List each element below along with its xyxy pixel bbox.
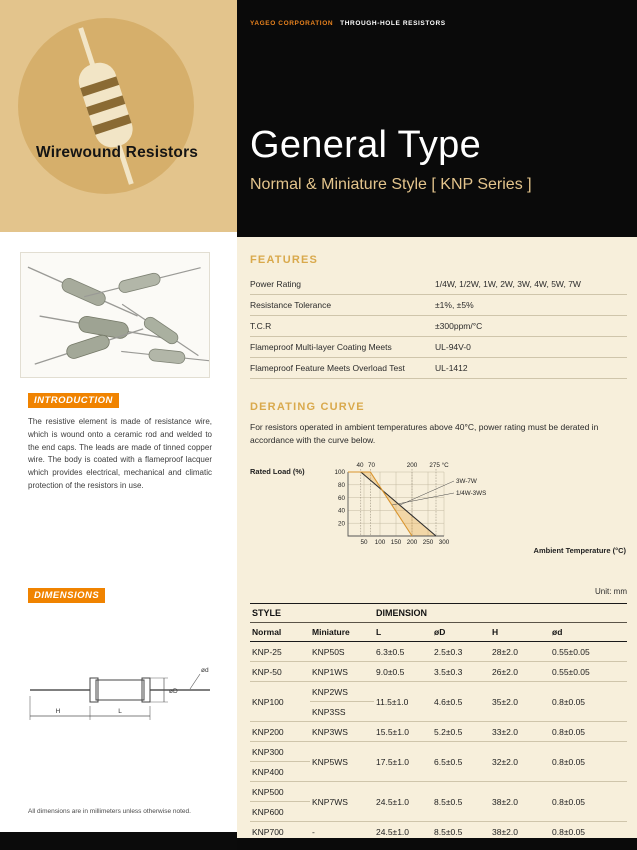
x-tick: 100 [374, 539, 386, 546]
table-row [250, 274, 627, 295]
col-header-L: L [374, 623, 432, 642]
feature-value: ±1%, ±5% [435, 295, 627, 316]
cell-miniature: KNP3WS [310, 722, 374, 742]
table-header-row [250, 604, 627, 623]
features-table [250, 274, 627, 379]
cell-normal: KNP500 [250, 782, 310, 802]
cell-normal: KNP400 [250, 762, 310, 782]
cell-L: 11.5±1.0 [374, 682, 432, 722]
cell-H: 32±2.0 [490, 742, 550, 782]
cell-od: 0.55±0.05 [550, 642, 627, 662]
cell-oD: 2.5±0.3 [432, 642, 490, 662]
category-title: Wirewound Resistors [36, 144, 199, 161]
x-tick: 200 [406, 539, 418, 546]
col-header-normal: Normal [250, 623, 310, 642]
cell-H: 38±2.0 [490, 782, 550, 822]
y-tick: 40 [337, 507, 345, 515]
right-footer-bar [237, 838, 637, 850]
cell-L: 6.3±0.5 [374, 642, 432, 662]
brand-name: YAGEO CORPORATION [250, 20, 334, 27]
dimensions-table [250, 603, 627, 842]
cell-H: 33±2.0 [490, 722, 550, 742]
left-header-panel [0, 0, 237, 232]
chart-ylabel: Rated Load (%) [250, 467, 305, 476]
table-row [250, 316, 627, 337]
cell-od: 0.8±0.05 [550, 682, 627, 722]
cell-miniature: KNP5WS [310, 742, 374, 782]
y-tick: 80 [337, 482, 345, 489]
col-header-H: H [490, 623, 550, 642]
cell-L: 15.5±1.0 [374, 722, 432, 742]
dimensions-heading: DIMENSIONS [28, 588, 105, 603]
feature-label: Flameproof Feature Meets Overload Test [250, 358, 435, 379]
cell-L: 17.5±1.0 [374, 742, 432, 782]
feature-label: T.C.R [250, 316, 435, 337]
table-row [250, 295, 627, 316]
chart-xlabel: Ambient Temperature (°C) [533, 546, 626, 555]
feature-value: 1/4W, 1/2W, 1W, 2W, 3W, 4W, 5W, 7W [435, 274, 627, 295]
derating-description: For resistors operated in ambient temperatures above 40°C, power rating must be derated in accordance with the curve below. [250, 422, 599, 446]
col-header-od: ød [550, 623, 627, 642]
cell-oD: 4.6±0.5 [432, 682, 490, 722]
feature-label: Resistance Tolerance [250, 295, 435, 316]
table-row [250, 722, 627, 742]
document-type: THROUGH-HOLE RESISTORS [340, 20, 446, 27]
cell-normal: KNP700 [250, 822, 310, 842]
table-row [250, 337, 627, 358]
cell-L: 24.5±1.0 [374, 822, 432, 842]
page-title: General Type [250, 124, 482, 166]
y-tick: 20 [337, 520, 345, 528]
cell-H: 28±2.0 [490, 642, 550, 662]
cell-normal: KNP-25 [250, 642, 310, 662]
cell-normal: KNP600 [250, 802, 310, 822]
x-tick: 150 [390, 539, 402, 546]
unit-note: Unit: mm [595, 587, 627, 596]
table-row [250, 742, 627, 762]
drawing-label-L: L [118, 708, 122, 715]
x-tick: 300 [438, 539, 450, 546]
introduction-text: The resistive element is made of resistance wire, which is wound onto a ceramic rod and welded to the end caps. The leads are made of tinned copper wire. The body is coated with a flameproof lacquer which provides electrical, mechanical and climatic protection of the resistors in use. [28, 417, 212, 490]
left-footnote: All dimensions are in millimeters unless otherwise noted. [28, 808, 191, 815]
drawing-label-H: H [55, 708, 61, 715]
derating-chart [250, 458, 627, 560]
table-row [250, 358, 627, 379]
cell-L: 9.0±0.5 [374, 662, 432, 682]
cell-H: 35±2.0 [490, 682, 550, 722]
cell-H: 26±2.0 [490, 662, 550, 682]
page-subtitle: Normal & Miniature Style [ KNP Series ] [250, 176, 532, 193]
feature-value: ±300ppm/°C [435, 316, 627, 337]
table-row [250, 642, 627, 662]
cell-normal: KNP-50 [250, 662, 310, 682]
cell-od: 0.55±0.05 [550, 662, 627, 682]
table-header-row [250, 623, 627, 642]
chart-annotation: 40 [356, 462, 364, 469]
page-header [237, 0, 637, 237]
cell-miniature: KNP1WS [310, 662, 374, 682]
cell-miniature: KNP3SS [310, 702, 374, 722]
cell-miniature: KNP7WS [310, 782, 374, 822]
cell-miniature: - [310, 822, 374, 842]
chart-annotation: 70 [367, 462, 376, 469]
left-footer-bar [0, 832, 237, 850]
feature-value: UL-94V-0 [435, 337, 627, 358]
col-header-oD: øD [432, 623, 490, 642]
y-tick: 60 [337, 494, 345, 502]
x-tick: 50 [360, 539, 368, 546]
chart-annotation: 275 °C [429, 462, 449, 469]
table-row [250, 782, 627, 802]
y-tick: 100 [334, 469, 345, 477]
chart-annotation: 200 [406, 462, 418, 469]
cell-od: 0.8±0.05 [550, 782, 627, 822]
feature-value: UL-1412 [435, 358, 627, 379]
top-bar [250, 20, 446, 27]
cell-od: 0.8±0.05 [550, 722, 627, 742]
cell-miniature: KNP50S [310, 642, 374, 662]
cell-oD: 6.5±0.5 [432, 742, 490, 782]
group-header-dimension: DIMENSION [374, 604, 627, 623]
cell-od: 0.8±0.05 [550, 822, 627, 842]
product-photo [20, 252, 210, 378]
main-content [237, 237, 637, 850]
group-header-style: STYLE [250, 604, 374, 623]
series-label-3w-7w: 3W-7W [456, 478, 477, 485]
introduction-heading: INTRODUCTION [28, 393, 119, 408]
cell-oD: 8.5±0.5 [432, 782, 490, 822]
yageo-resistor-logo-icon [6, 4, 206, 219]
cell-normal: KNP200 [250, 722, 310, 742]
cell-H: 38±2.0 [490, 822, 550, 842]
x-tick: 250 [422, 539, 434, 546]
dimension-drawing [22, 652, 218, 764]
drawing-label-oD: øD [169, 688, 178, 695]
feature-label: Flameproof Multi-layer Coating Meets [250, 337, 435, 358]
resistors-photo-illustration-icon [21, 253, 209, 377]
series-label-quarterw-3ws: 1/4W-3WS [456, 490, 487, 497]
drawing-label-od: ød [201, 667, 209, 674]
cell-od: 0.8±0.05 [550, 742, 627, 782]
table-row [250, 662, 627, 682]
cell-oD: 3.5±0.3 [432, 662, 490, 682]
cell-normal: KNP300 [250, 742, 310, 762]
table-row [250, 682, 627, 702]
col-header-miniature: Miniature [310, 623, 374, 642]
cell-oD: 8.5±0.5 [432, 822, 490, 842]
feature-label: Power Rating [250, 274, 435, 295]
features-heading: FEATURES [250, 254, 319, 266]
derating-heading: DERATING CURVE [250, 401, 365, 413]
cell-oD: 5.2±0.5 [432, 722, 490, 742]
cell-L: 24.5±1.0 [374, 782, 432, 822]
cell-miniature: KNP2WS [310, 682, 374, 702]
cell-normal: KNP100 [250, 682, 310, 722]
